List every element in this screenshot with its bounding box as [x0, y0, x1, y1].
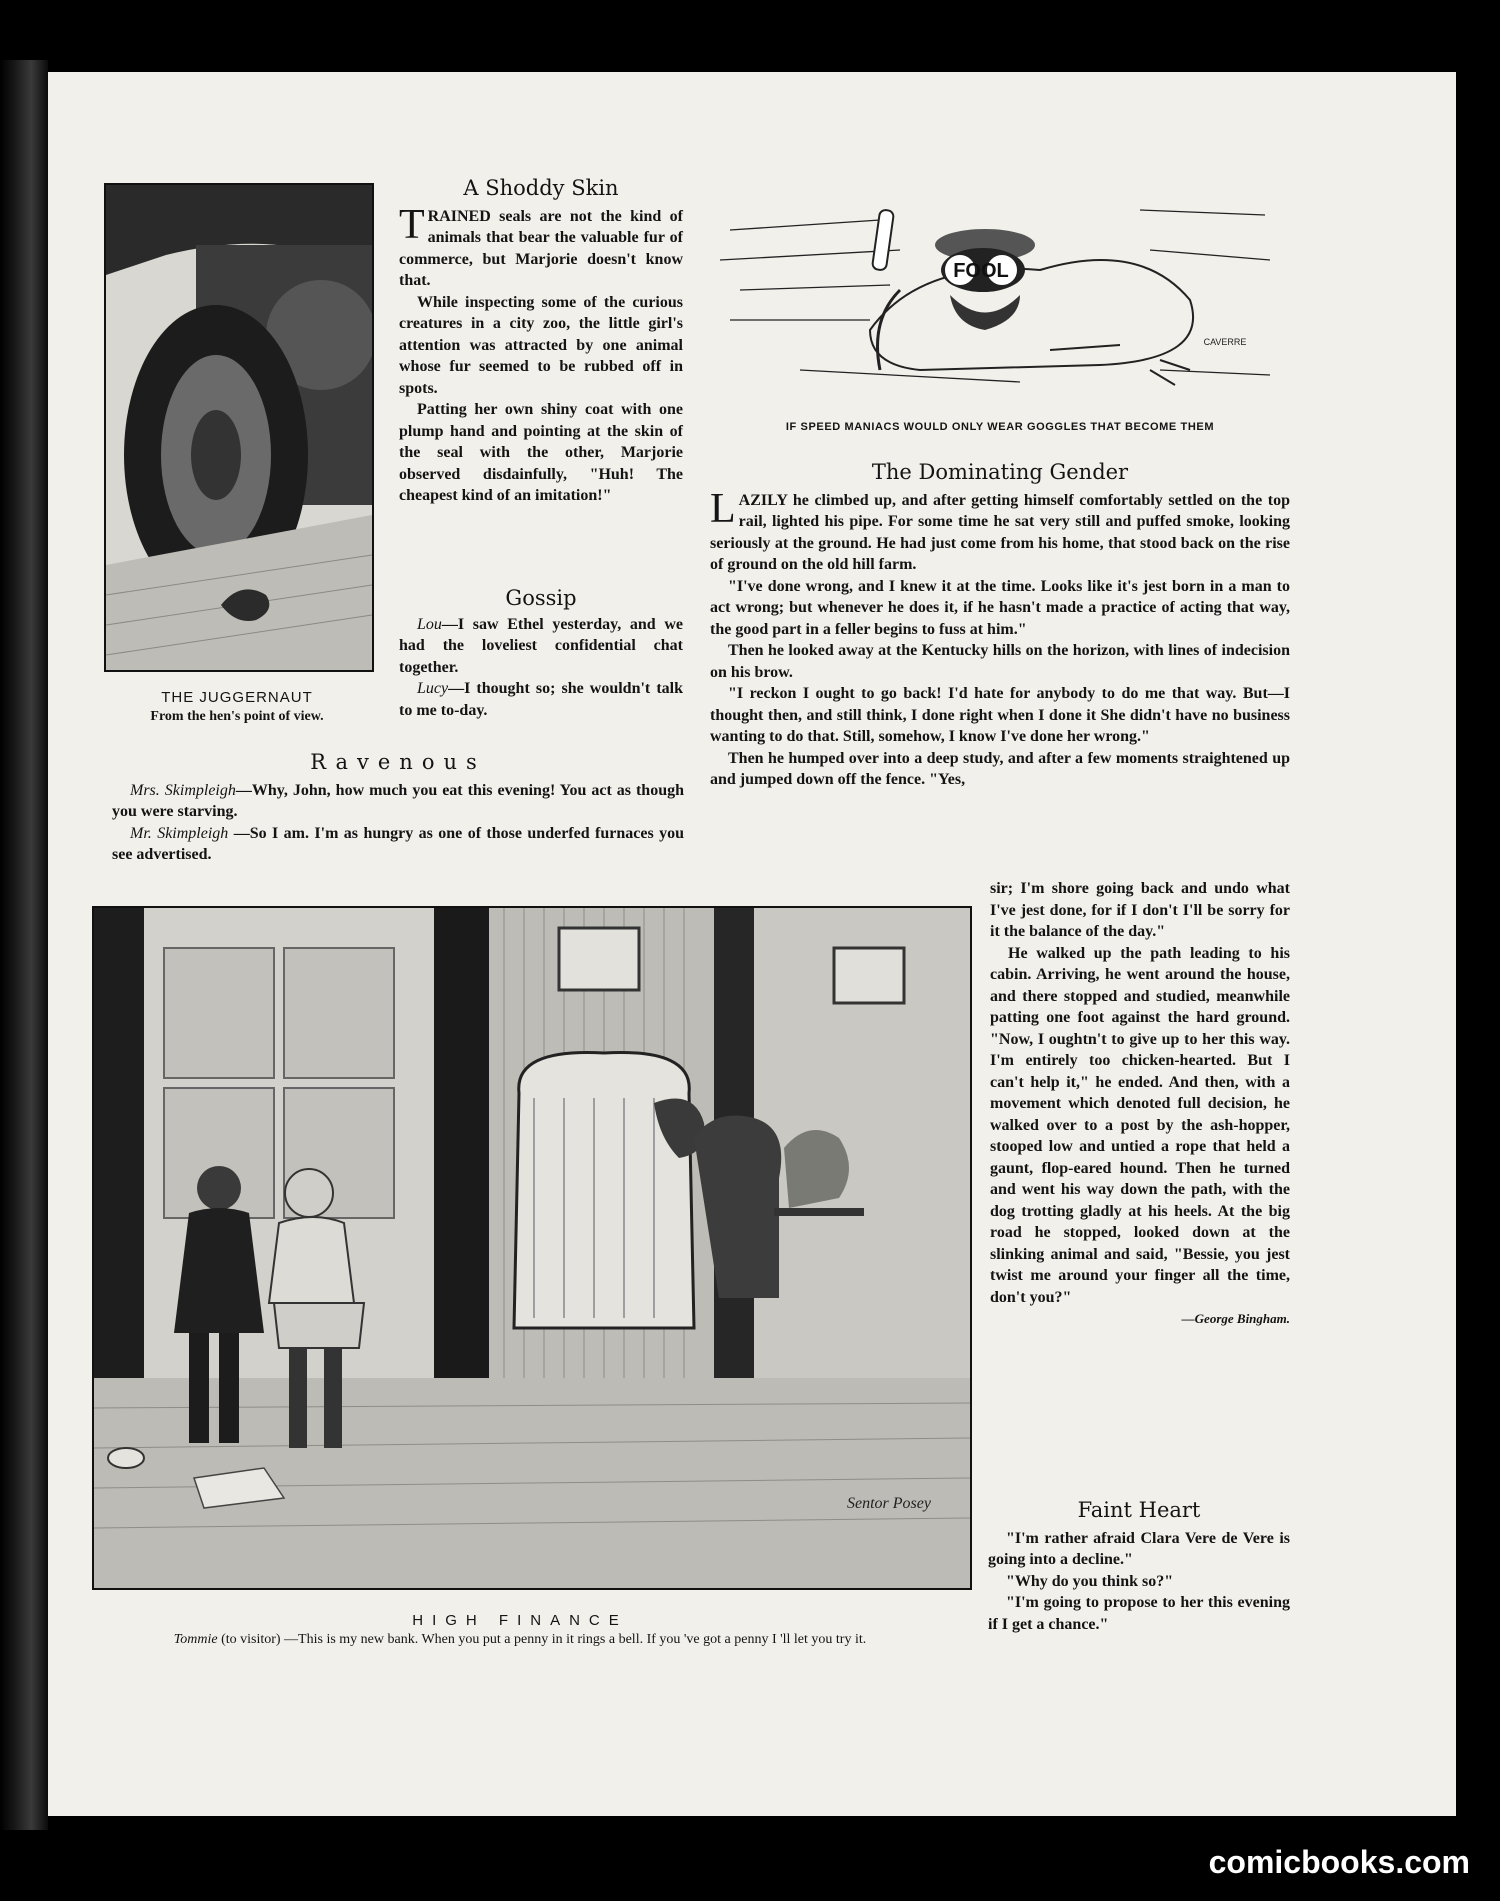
juggernaut-caption — [104, 688, 370, 726]
ravenous-line2-text: —So I am. I'm as hungry as one of those underfed furnaces you see advertised. — [112, 824, 685, 863]
high-finance-artist-signature: Sentor Posey — [847, 1495, 931, 1512]
juggernaut-illustration — [104, 183, 374, 672]
dominating-gender-p1-text: AZILY he climbed up, and after getting himself comfortably settled on the top rail, lighted his pipe. For some time he sat very still and puffed smoke, looking seriously at the ground. He had just come from his home, that stood back on the rise of ground on the old hill farm. — [710, 491, 1290, 573]
juggernaut-title: THE JUGGERNAUT — [161, 689, 313, 706]
high-finance-speaker: Tommie — [173, 1632, 218, 1647]
ravenous-line1 — [112, 780, 684, 823]
site-watermark: comicbooks.com — [1208, 1844, 1470, 1880]
shoddy-skin-p3: Patting her own shiny coat with one plump hand and pointing at the skin of the seal with the other, Marjorie observed disdainfully, "Huh! The cheapest kind of an imitation!" — [399, 401, 683, 504]
ravenous-speaker2: Mr. Skimpleigh — [130, 824, 229, 842]
gossip-line2 — [399, 678, 683, 721]
fool-artist-signature: CAVERRE — [1203, 337, 1247, 347]
shoddy-skin-article — [399, 178, 683, 507]
shoddy-skin-title: A Shoddy Skin — [463, 176, 619, 200]
high-finance-title: HIGH FINANCE — [412, 1612, 628, 1629]
faint-heart-p2: "Why do you think so?" — [1006, 1572, 1174, 1590]
dominating-gender-title: The Dominating Gender — [871, 460, 1129, 484]
fool-goggles-label: FOOL — [953, 260, 1009, 282]
ravenous-article — [112, 752, 684, 866]
ravenous-line1-text: —Why, John, how much you eat this evening! You act as though you were starving. — [112, 781, 685, 820]
faint-heart-p1: "I'm rather afraid Clara Vere de Vere is going into a decline." — [988, 1529, 1290, 1568]
gossip-line1 — [399, 614, 683, 679]
dominating-gender-p4: "I reckon I ought to go back! I'd hate for anybody to do me that way. But—I thought then, and still think, I done right when I done it She didn't have no business wanting to do that. Still, somehow, I know I've done her wrong." — [710, 685, 1290, 745]
speed-maniac-cartoon — [720, 170, 1280, 408]
gossip-title: Gossip — [505, 586, 577, 610]
gossip-line2-text: —I thought so; she wouldn't talk to me to-day. — [399, 680, 683, 719]
high-finance-caption-text: (to visitor) —This is my new bank. When you put a penny in it rings a bell. If you 've got a penny I 'll let you try it. — [217, 1632, 867, 1647]
juggernaut-subtitle: From the hen's point of view. — [150, 709, 324, 724]
shoddy-skin-dropcap: T — [399, 201, 425, 248]
dominating-gender-p2: "I've done wrong, and I knew it at the time. Looks like it's jest born in a man to act wrong; but whenever he does it, if he hasn't made a practice of acting that way, the good part in a feller begins to fuss at him." — [710, 577, 1290, 638]
faint-heart-article — [988, 1500, 1290, 1635]
page-binding-shadow — [0, 60, 48, 1830]
dominating-gender-p5: Then he humped over into a deep study, and after a few moments straightened up and jumped down off the fence. "Yes, — [710, 749, 1290, 788]
shoddy-skin-p1-text: RAINED seals are not the kind of animals that bear the valuable fur of commerce, but Marjorie doesn't know that. — [399, 207, 683, 289]
gossip-line1-text: —I saw Ethel yesterday, and we had the loveliest confidential chat together. — [399, 615, 683, 676]
gossip-speaker2: Lucy — [417, 680, 449, 697]
dominating-gender-p6: sir; I'm shore going back and undo what I've jest done, for if I don't I'll be sorry for it the balance of the day." — [990, 880, 1290, 940]
shoddy-skin-p2: While inspecting some of the curious creatures in a city zoo, the little girl's attention was attracted by one animal whose fur seemed to be rubbed off in spots. — [399, 293, 683, 397]
dominating-gender-article — [710, 462, 1290, 791]
dominating-gender-dropcap: L — [710, 485, 736, 532]
dominating-gender-author: —George Bingham. — [1181, 1311, 1290, 1326]
speed-maniac-caption: IF SPEED MANIACS WOULD ONLY WEAR GOGGLES THAT BECOME THEM — [785, 421, 1215, 433]
gossip-speaker1: Lou — [417, 615, 442, 633]
ravenous-speaker1: Mrs. Skimpleigh — [130, 781, 236, 799]
faint-heart-title: Faint Heart — [1077, 1498, 1201, 1522]
dominating-gender-continued — [990, 878, 1290, 1330]
dominating-gender-p7: He walked up the path leading to his cabin. Arriving, he went around the house, and there stopped and studied, meanwhile patting one foot against the hard ground. "Now, I oughtn't to give up to her this way. I'm entirely too chicken-hearted. But I can't help it," he ended. And then, with a movement which denoted full decision, he walked over to a post by the ash-hopper, stooped low and untied a rope that held a gaunt, flop-eared hound. Then he turned and went his way down the path, with the dog trotting gladly at his heels. At the big road he stopped, looked down at the slinking animal and said, "Bessie, you jest twist me around your finger all the time, don't you?" — [990, 944, 1290, 1306]
high-finance-caption — [112, 1611, 928, 1649]
dominating-gender-p1 — [710, 485, 1290, 576]
ravenous-title: Ravenous — [310, 750, 486, 774]
high-finance-illustration — [92, 906, 972, 1590]
faint-heart-p3: "I'm going to propose to her this evening if I get a chance." — [988, 1594, 1290, 1633]
gossip-article — [399, 588, 683, 721]
ravenous-line2 — [112, 823, 684, 866]
shoddy-skin-p1 — [399, 201, 683, 292]
dominating-gender-p3: Then he looked away at the Kentucky hills on the horizon, with lines of indecision on his brow. — [710, 642, 1290, 681]
